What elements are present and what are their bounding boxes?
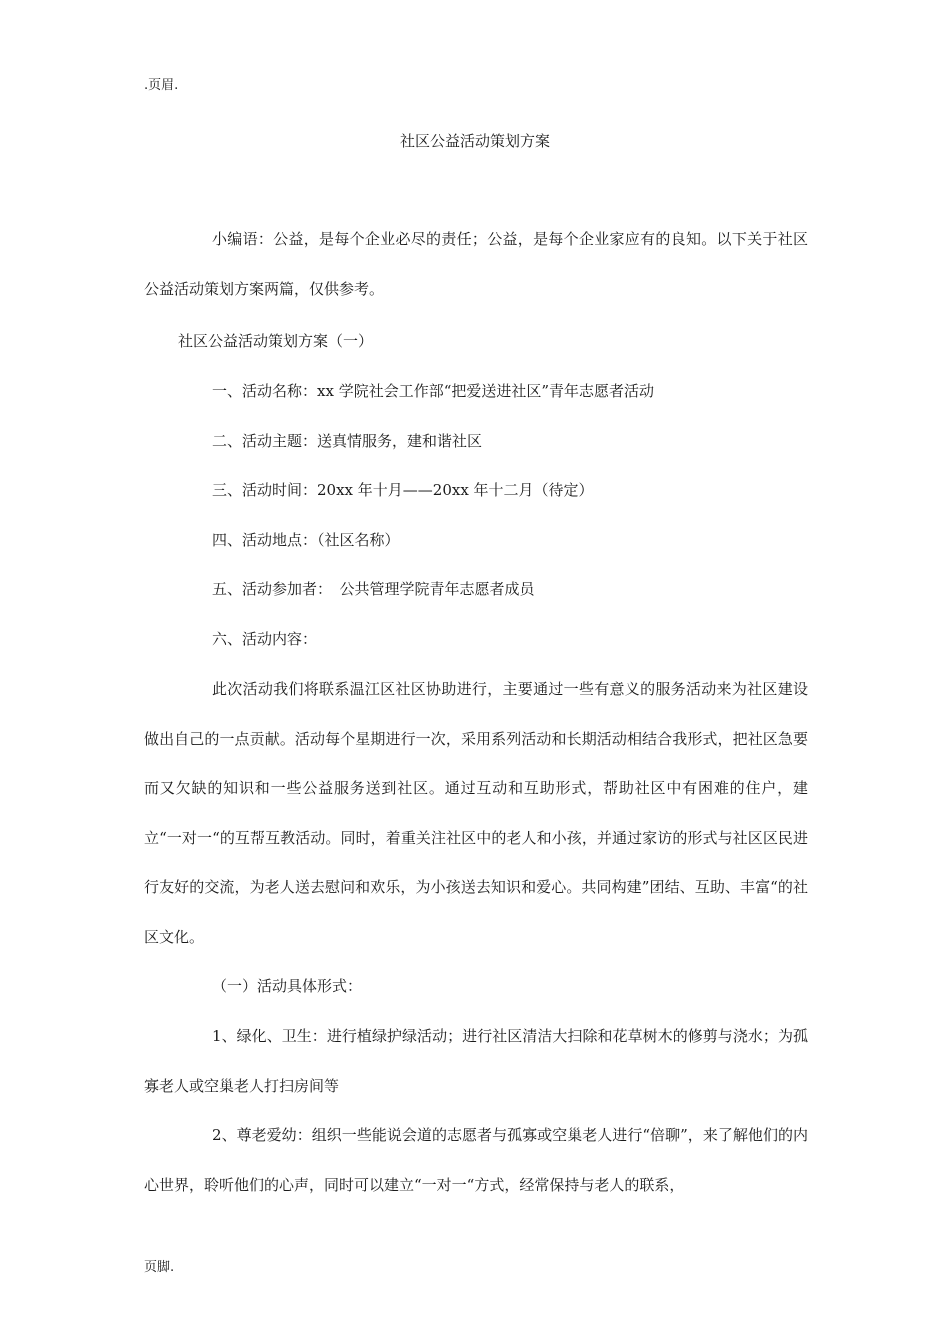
subsection-heading: （一）活动具体形式： <box>212 977 363 995</box>
page-footer: 页脚. <box>144 1260 175 1275</box>
activity-content-item: 六、活动内容： <box>212 630 318 648</box>
form-greening-paragraph: 1、绿化、卫生：进行植绿护绿活动；进行社区清洁大扫除和花草树木的修剪与浇水；为孤寡老人或空巢老人打扫房间等 <box>144 1027 808 1095</box>
activity-location-item: 四、活动地点：（社区名称） <box>212 531 400 549</box>
activity-time-item: 三、活动时间：20xx 年十月——20xx 年十二月（待定） <box>212 481 594 499</box>
document-title: 社区公益活动策划方案 <box>399 132 550 150</box>
activity-participants-item: 五、活动参加者： 公共管理学院青年志愿者成员 <box>212 580 535 598</box>
section-title: 社区公益活动策划方案（一） <box>178 332 374 350</box>
activity-name-item: 一、活动名称：xx 学院社会工作部“把爱送进社区”青年志愿者活动 <box>212 382 655 400</box>
form-elderly-paragraph: 2、尊老爱幼：组织一些能说会道的志愿者与孤寡或空巢老人进行“倍聊”，来了解他们的内心世界，聆听他们的心声，同时可以建立“一对一“方式，经常保持与老人的联系， <box>144 1126 808 1194</box>
activity-theme-item: 二、活动主题：送真情服务，建和谐社区 <box>212 432 483 450</box>
content-paragraph: 此次活动我们将联系温江区社区协助进行，主要通过一些有意义的服务活动来为社区建设做出自己的一点贡献。活动每个星期进行一次，采用系列活动和长期活动相结合我形式，把社区急要而又欠缺的知识和一些公益服务送到社区。通过互动和互助形式，帮助社区中有困难的住户，建立“一对一“的互帮互教活动。同时，着重关注社区中的老人和小孩，并通过家访的形式与社区区民进行友好的交流，为老人送去慰问和欢乐，为小孩送去知识和爱心。共同构建”团结、互助、丰富“的社区文化。 <box>144 680 808 946</box>
intro-paragraph: 小编语：公益，是每个企业必尽的责任；公益，是每个企业家应有的良知。以下关于社区公益活动策划方案两篇，仅供参考。 <box>144 230 808 298</box>
page-header: .页眉. <box>144 78 179 93</box>
